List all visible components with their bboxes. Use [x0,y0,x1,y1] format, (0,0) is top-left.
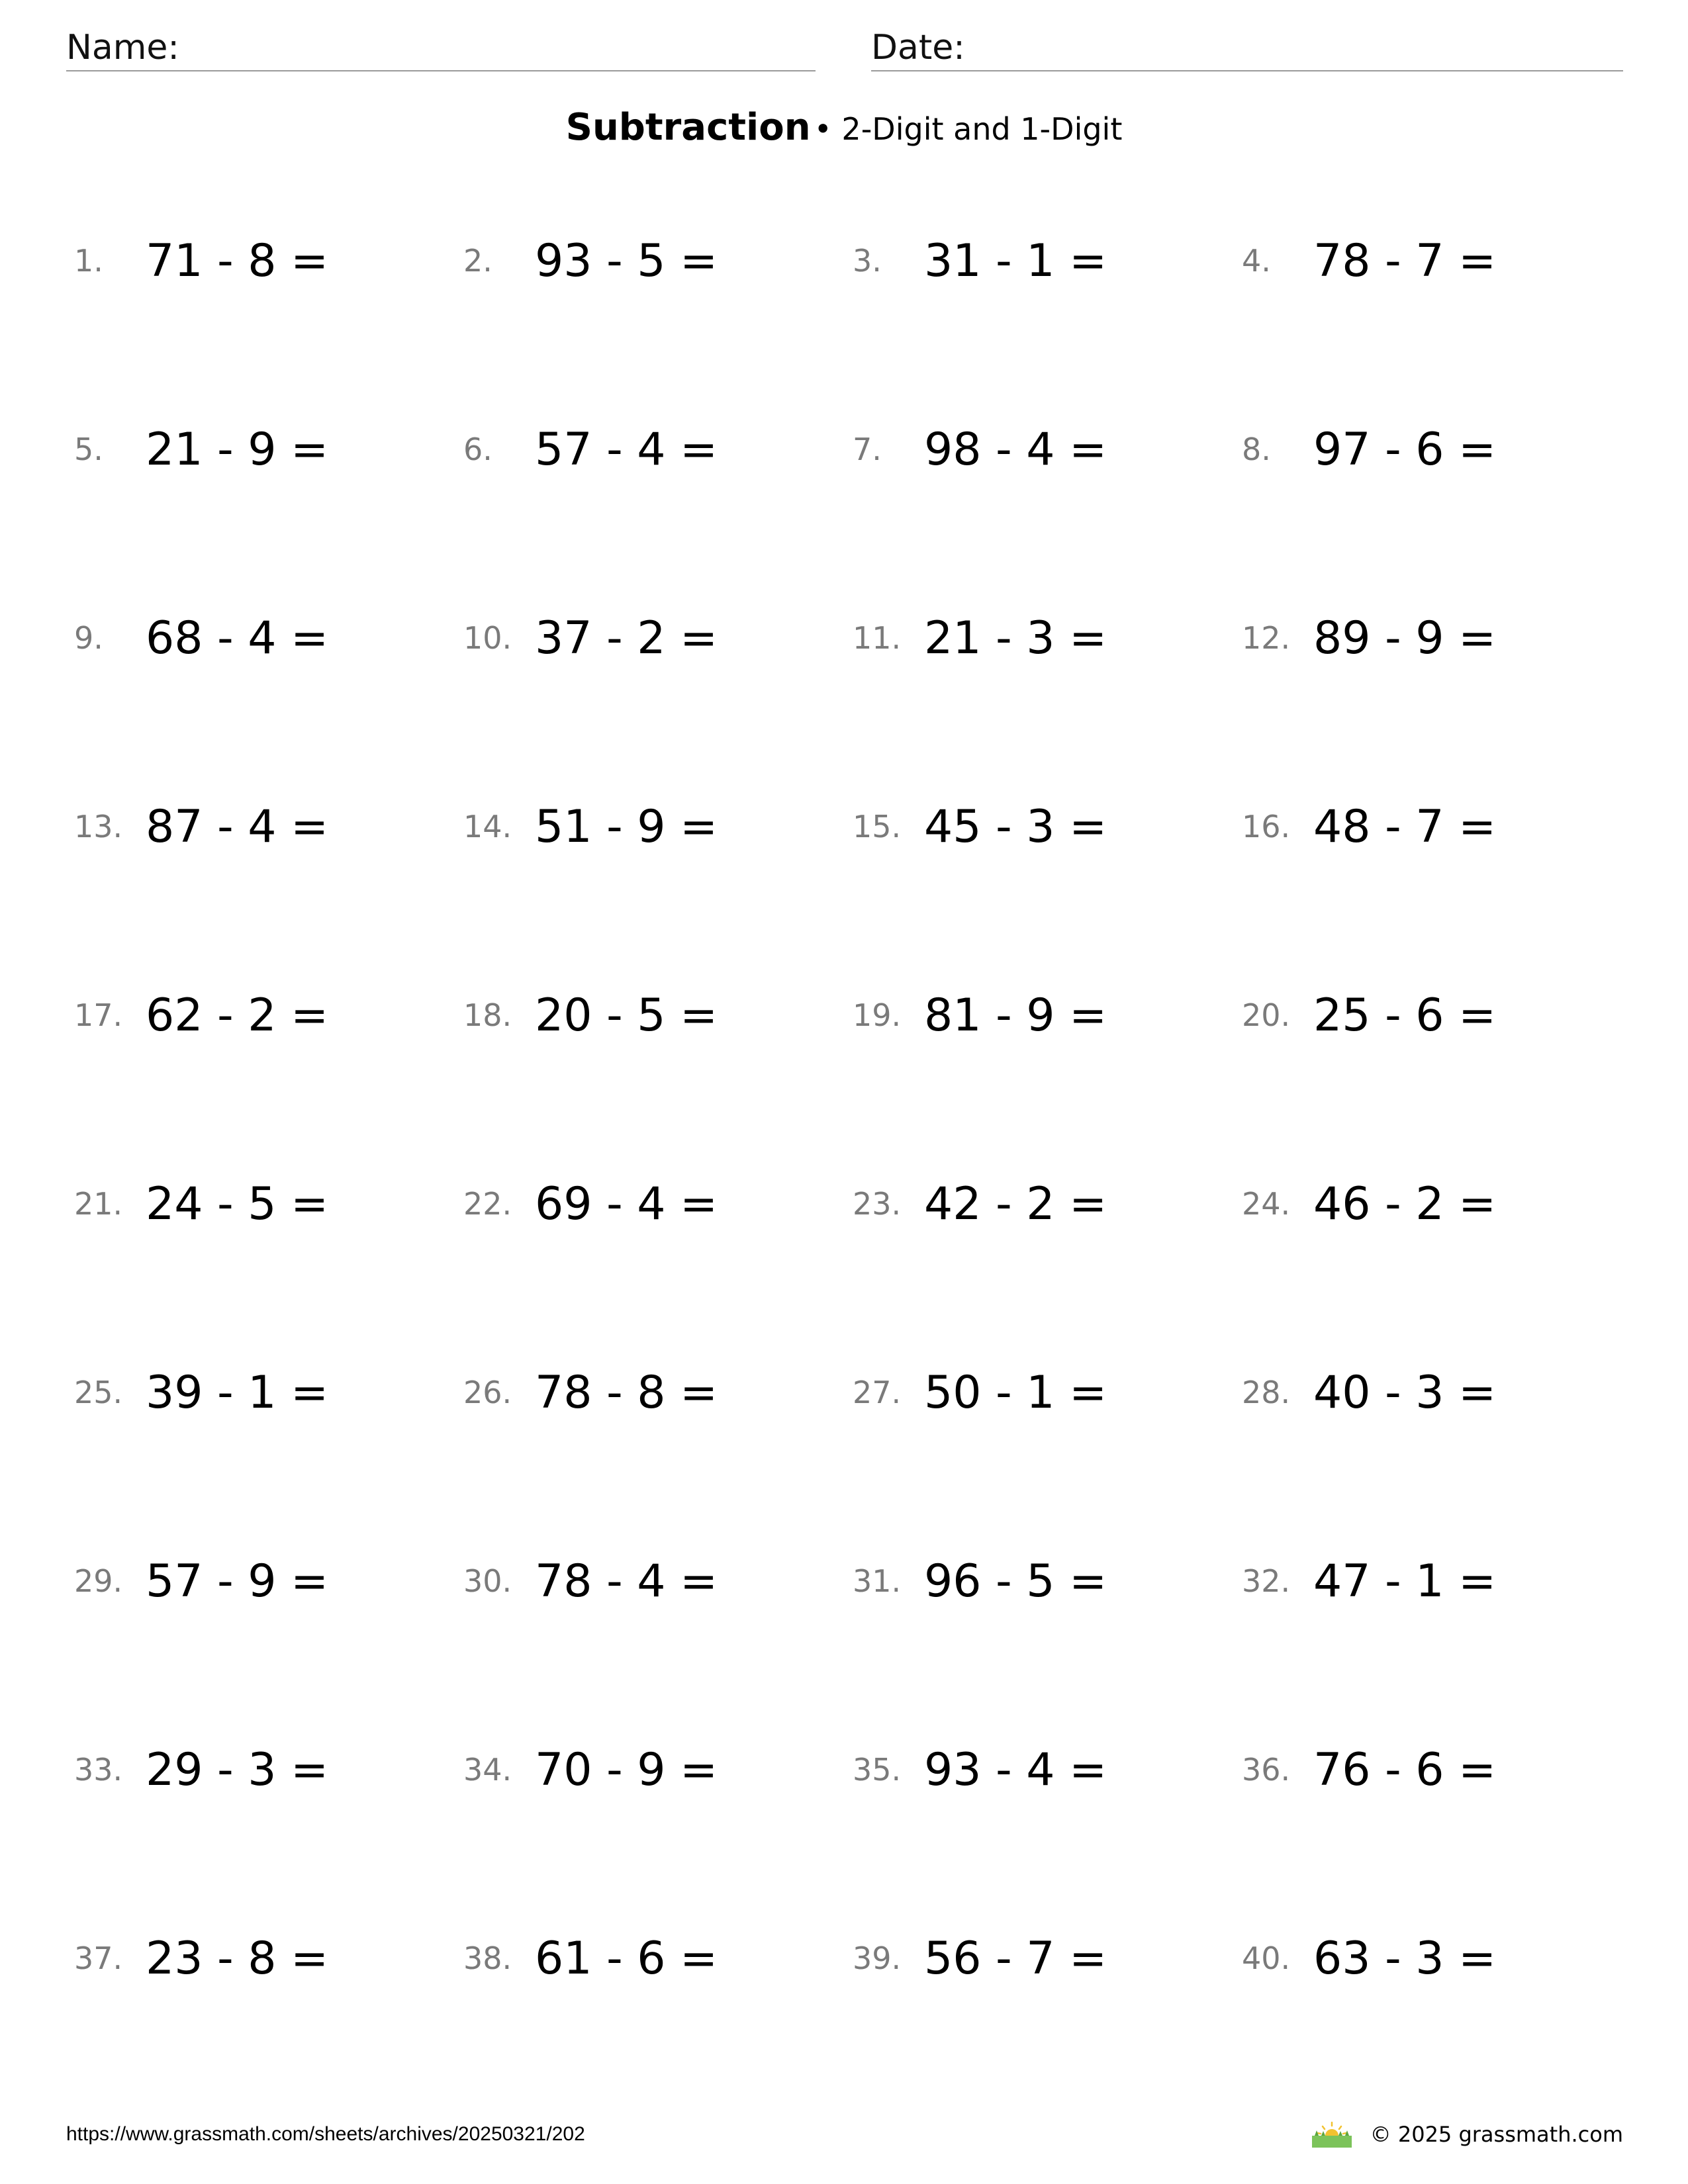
problem-expression: 81 - 9 = [924,989,1107,1042]
problem-expression: 39 - 1 = [146,1366,329,1419]
problem-item [463,1541,853,1621]
problem-item [1242,1353,1631,1432]
problem-expression: 29 - 3 = [146,1743,329,1796]
grass-sun-logo-icon [1311,2120,1353,2149]
problem-expression: 51 - 9 = [535,800,718,853]
problem-expression: 31 - 1 = [924,234,1107,287]
problem-number: 18. [463,997,512,1033]
problem-item [853,976,1242,1055]
problem-expression: 47 - 1 = [1313,1555,1497,1608]
problem-expression: 89 - 9 = [1313,612,1497,664]
problem-number: 8. [1242,432,1271,467]
problem-number: 3. [853,243,882,279]
problem-expression: 48 - 7 = [1313,800,1497,853]
title-main: Subtraction [565,106,811,149]
problem-item [463,1730,853,1809]
problem-number: 23. [853,1186,902,1222]
problem-number: 13. [74,809,123,844]
problem-expression: 96 - 5 = [924,1555,1107,1608]
problem-item [853,1541,1242,1621]
title-subtitle: • 2-Digit and 1-Digit [814,111,1123,147]
problem-expression: 21 - 9 = [146,423,329,476]
problem-number: 36. [1242,1752,1291,1788]
worksheet-title [0,106,1688,149]
problem-number: 1. [74,243,103,279]
problem-number: 11. [853,620,902,656]
worksheet-header [66,23,1623,70]
problem-item [74,787,463,866]
problem-item [463,598,853,678]
problem-number: 25. [74,1375,123,1410]
problem-number: 28. [1242,1375,1291,1410]
problem-item [853,1919,1242,1998]
problem-number: 37. [74,1940,123,1976]
problem-item [1242,976,1631,1055]
problem-item [74,1164,463,1244]
problem-number: 32. [1242,1563,1291,1599]
problem-expression: 61 - 6 = [535,1932,718,1985]
problem-item [1242,221,1631,300]
problem-item [74,598,463,678]
problem-item [74,410,463,489]
problem-item [463,1353,853,1432]
problem-expression: 46 - 2 = [1313,1177,1497,1230]
problem-number: 40. [1242,1940,1291,1976]
problem-grid [74,221,1631,2101]
problem-expression: 62 - 2 = [146,989,329,1042]
problem-expression: 76 - 6 = [1313,1743,1497,1796]
problem-expression: 93 - 4 = [924,1743,1107,1796]
problem-expression: 69 - 4 = [535,1177,718,1230]
problem-number: 17. [74,997,123,1033]
problem-number: 10. [463,620,512,656]
problem-number: 30. [463,1563,512,1599]
footer-brand [1311,2118,1623,2151]
problem-number: 22. [463,1186,512,1222]
problem-number: 7. [853,432,882,467]
problem-expression: 25 - 6 = [1313,989,1497,1042]
problem-item [74,1919,463,1998]
problem-item [74,221,463,300]
problem-expression: 71 - 8 = [146,234,329,287]
problem-expression: 57 - 4 = [535,423,718,476]
problem-number: 20. [1242,997,1291,1033]
problem-expression: 57 - 9 = [146,1555,329,1608]
problem-item [1242,1919,1631,1998]
problem-expression: 98 - 4 = [924,423,1107,476]
problem-item [853,410,1242,489]
problem-expression: 24 - 5 = [146,1177,329,1230]
problem-item [853,1353,1242,1432]
problem-expression: 20 - 5 = [535,989,718,1042]
problem-item [1242,787,1631,866]
problem-number: 16. [1242,809,1291,844]
problem-number: 4. [1242,243,1271,279]
problem-number: 34. [463,1752,512,1788]
problem-expression: 63 - 3 = [1313,1932,1497,1985]
problem-expression: 78 - 4 = [535,1555,718,1608]
problem-number: 31. [853,1563,902,1599]
problem-item [463,410,853,489]
date-label: Date: [871,28,965,68]
problem-item [463,976,853,1055]
problem-number: 29. [74,1563,123,1599]
problem-item [1242,1730,1631,1809]
problem-number: 26. [463,1375,512,1410]
problem-item [1242,598,1631,678]
problem-expression: 87 - 4 = [146,800,329,853]
problem-expression: 93 - 5 = [535,234,718,287]
problem-item [853,1730,1242,1809]
problem-number: 5. [74,432,103,467]
problem-item [74,976,463,1055]
name-label: Name: [66,28,179,68]
problem-item [74,1353,463,1432]
problem-expression: 50 - 1 = [924,1366,1107,1419]
problem-item [1242,1164,1631,1244]
problem-item [853,598,1242,678]
problem-expression: 68 - 4 = [146,612,329,664]
problem-item [853,221,1242,300]
problem-number: 14. [463,809,512,844]
problem-number: 35. [853,1752,902,1788]
footer [66,2118,1623,2151]
problem-item [463,1919,853,1998]
problem-number: 27. [853,1375,902,1410]
problem-number: 9. [74,620,103,656]
problem-number: 2. [463,243,492,279]
problem-item [1242,1541,1631,1621]
problem-expression: 21 - 3 = [924,612,1107,664]
problem-expression: 37 - 2 = [535,612,718,664]
footer-url[interactable]: https://www.grassmath.com/sheets/archives/20250321/202 [66,2123,585,2145]
problem-expression: 23 - 8 = [146,1932,329,1985]
problem-expression: 70 - 9 = [535,1743,718,1796]
problem-item [463,787,853,866]
problem-expression: 45 - 3 = [924,800,1107,853]
problem-number: 15. [853,809,902,844]
name-field[interactable] [66,23,816,71]
problem-item [1242,410,1631,489]
problem-item [74,1730,463,1809]
problem-expression: 56 - 7 = [924,1932,1107,1985]
footer-copyright: © 2025 grassmath.com [1370,2122,1623,2147]
problem-expression: 78 - 7 = [1313,234,1497,287]
date-field[interactable] [871,23,1623,71]
problem-item [853,1164,1242,1244]
problem-item [853,787,1242,866]
problem-number: 19. [853,997,902,1033]
problem-expression: 78 - 8 = [535,1366,718,1419]
problem-expression: 42 - 2 = [924,1177,1107,1230]
problem-expression: 40 - 3 = [1313,1366,1497,1419]
problem-number: 33. [74,1752,123,1788]
problem-item [74,1541,463,1621]
problem-expression: 97 - 6 = [1313,423,1497,476]
problem-number: 38. [463,1940,512,1976]
problem-item [463,221,853,300]
problem-item [463,1164,853,1244]
problem-number: 24. [1242,1186,1291,1222]
problem-number: 21. [74,1186,123,1222]
problem-number: 12. [1242,620,1291,656]
problem-number: 6. [463,432,492,467]
problem-number: 39. [853,1940,902,1976]
